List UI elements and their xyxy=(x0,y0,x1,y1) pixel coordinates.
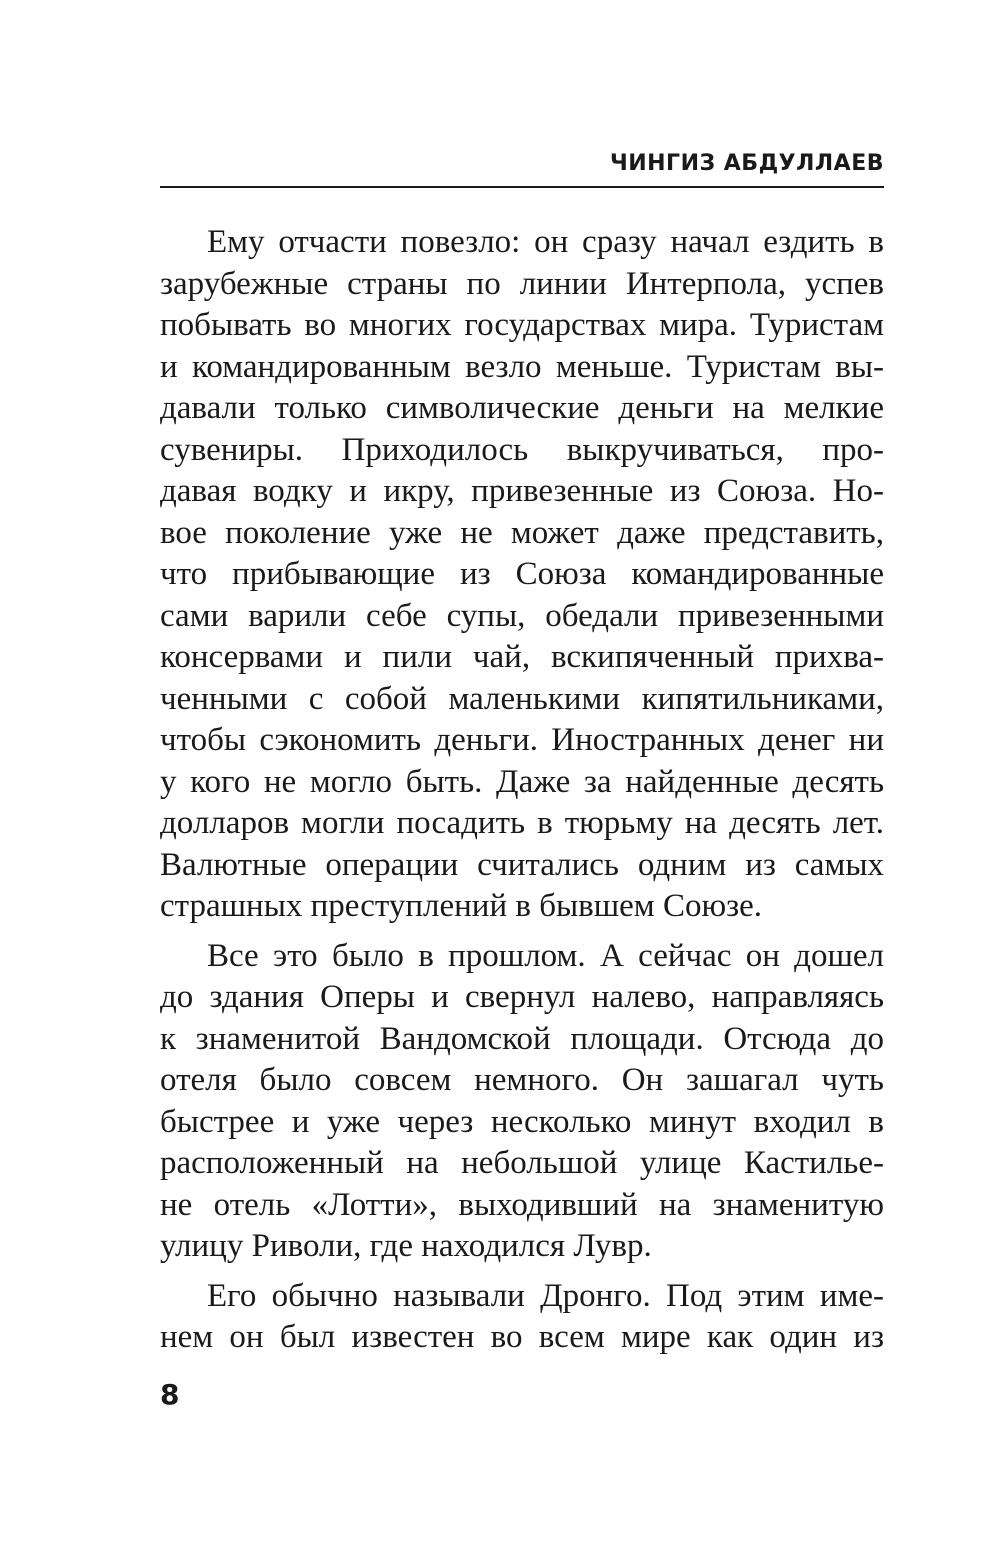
text-line: нем он был известен во всем мире как один из xyxy=(160,1319,884,1355)
text-line: ченными с собой маленькими кипятильниками, xyxy=(160,680,884,717)
paragraph-gap xyxy=(160,928,884,936)
text-line: консервами и пили чай, вскипяченный прихва- xyxy=(160,639,884,675)
text-line: чтобы сэкономить деньги. Иностранных денег ни xyxy=(160,722,884,758)
text-line: и командированным везло меньше. Туристам вы- xyxy=(160,348,884,385)
paragraph xyxy=(160,222,884,928)
text-line: вое поколение уже не может даже представить, xyxy=(160,514,884,551)
text-line: давая водку и икру, привезенные из Союза. Но- xyxy=(160,473,884,509)
text-line: у кого не могло быть. Даже за найденные десять xyxy=(160,763,884,800)
paragraph xyxy=(160,936,884,1268)
paragraph xyxy=(160,1276,884,1359)
header-rule xyxy=(160,186,884,188)
text-line: страшных преступлений в бывшем Союзе. xyxy=(160,888,763,924)
paragraph-gap xyxy=(160,1268,884,1276)
text-line: до здания Оперы и свернул налево, направляясь xyxy=(160,979,884,1015)
text-line: что прибывающие из Союза командированные xyxy=(160,556,884,592)
text-line: Валютные операции считались одним из самых xyxy=(160,846,884,883)
text-line: давали только символические деньги на мелкие xyxy=(160,390,884,426)
body-text xyxy=(160,222,884,1359)
text-line: сами варили себе супы, обедали привезенными xyxy=(160,597,884,634)
page-number: 8 xyxy=(160,1378,180,1411)
text-line: зарубежные страны по линии Интерпола, успев xyxy=(160,265,884,302)
text-line: улицу Риволи, где находился Лувр. xyxy=(160,1228,652,1264)
text-line: Ему отчасти повезло: он сразу начал ездить в xyxy=(207,224,884,260)
text-line: быстрее и уже через несколько минут входил в xyxy=(160,1103,884,1140)
text-line: не отель «Лотти», выходивший на знаменитую xyxy=(160,1186,884,1223)
text-line: отеля было совсем немного. Он зашагал чуть xyxy=(160,1062,884,1098)
text-line: к знаменитой Вандомской площади. Отсюда до xyxy=(160,1020,884,1057)
text-line: Его обычно называли Дронго. Под этим име- xyxy=(207,1277,884,1314)
text-line: Все это было в прошлом. А сейчас он дошел xyxy=(207,937,884,974)
text-line: побывать во многих государствах мира. Туристам xyxy=(160,307,884,343)
text-line: расположенный на небольшой улице Кастилье- xyxy=(160,1145,884,1181)
running-header-author: ЧИНГИЗ АБДУЛЛАЕВ xyxy=(609,151,884,176)
text-line: долларов могли посадить в тюрьму на десять лет. xyxy=(160,805,884,841)
text-line: сувениры. Приходилось выкручиваться, про- xyxy=(160,431,884,468)
